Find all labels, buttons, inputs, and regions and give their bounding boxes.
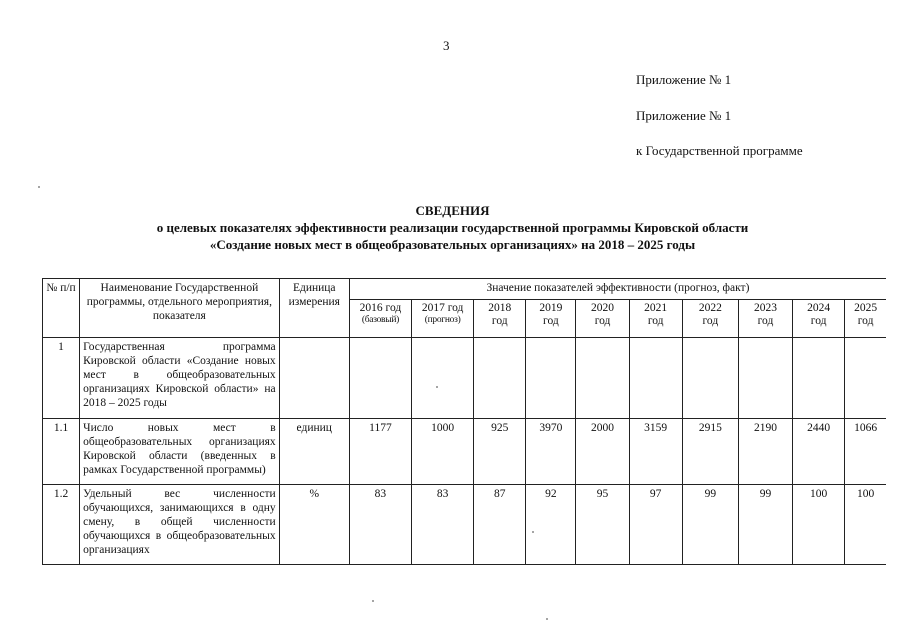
row-unit bbox=[279, 338, 349, 419]
appendix-line-3: к Государственной программе bbox=[636, 143, 803, 158]
value-cell: 100 bbox=[793, 485, 845, 565]
year-note: год bbox=[810, 315, 827, 328]
year-header bbox=[412, 300, 474, 338]
year-label: 2017 год bbox=[421, 302, 464, 314]
value-cell: 99 bbox=[682, 485, 738, 565]
year-label: 2019 bbox=[539, 302, 563, 314]
year-header bbox=[576, 300, 629, 338]
value-cell: 2000 bbox=[576, 419, 629, 485]
row-num: 1.2 bbox=[43, 485, 80, 565]
value-cell: 925 bbox=[474, 419, 526, 485]
value-cell: 2190 bbox=[738, 419, 792, 485]
value-cell bbox=[845, 338, 886, 419]
value-cell bbox=[682, 338, 738, 419]
year-header bbox=[349, 300, 411, 338]
year-note: год bbox=[543, 315, 559, 328]
value-cell: 83 bbox=[412, 485, 474, 565]
year-header bbox=[526, 300, 576, 338]
value-cell bbox=[349, 338, 411, 419]
year-header bbox=[474, 300, 526, 338]
header-values: Значение показателей эффективности (прогноз, факт) bbox=[349, 279, 886, 300]
year-header bbox=[845, 300, 886, 338]
year-header bbox=[682, 300, 738, 338]
value-cell bbox=[793, 338, 845, 419]
table-row bbox=[43, 419, 887, 485]
scan-speck bbox=[532, 531, 534, 533]
value-cell: 1177 bbox=[349, 419, 411, 485]
table-row bbox=[43, 485, 887, 565]
value-cell: 83 bbox=[349, 485, 411, 565]
value-cell bbox=[629, 338, 682, 419]
year-note: год bbox=[702, 315, 719, 328]
year-note: год bbox=[857, 315, 874, 328]
header-row-1 bbox=[43, 279, 887, 300]
year-label: 2023 bbox=[753, 302, 777, 314]
year-header bbox=[793, 300, 845, 338]
year-label: 2020 bbox=[591, 302, 615, 314]
row-name: Государственная программа Кировской области «Создание новых мест в общеобразовательных организациях Кировской области» на 2018 – 2025 годы bbox=[80, 338, 280, 419]
document-title: СВЕДЕНИЯ bbox=[415, 203, 490, 218]
year-label: 2018 bbox=[488, 302, 512, 314]
header-num: № п/п bbox=[43, 279, 80, 338]
appendix-line-1: Приложение № 1 bbox=[636, 72, 732, 87]
year-note: год bbox=[757, 315, 774, 328]
value-cell bbox=[738, 338, 792, 419]
value-cell: 2440 bbox=[793, 419, 845, 485]
value-cell: 3159 bbox=[629, 419, 682, 485]
value-cell: 92 bbox=[526, 485, 576, 565]
document-subtitle-line-2: «Создание новых мест в общеобразовательных организациях» на 2018 – 2025 годы bbox=[209, 237, 696, 252]
year-label: 2025 bbox=[854, 302, 878, 314]
appendix-line-2: Приложение № 1 bbox=[636, 108, 732, 123]
year-note: (базовый) bbox=[361, 315, 399, 326]
year-note: год bbox=[647, 315, 664, 328]
value-cell bbox=[526, 338, 576, 419]
year-label: 2022 bbox=[698, 302, 722, 314]
row-num: 1.1 bbox=[43, 419, 80, 485]
value-cell: 2915 bbox=[682, 419, 738, 485]
value-cell: 95 bbox=[576, 485, 629, 565]
scan-speck bbox=[372, 600, 374, 602]
year-label: 2021 bbox=[644, 302, 668, 314]
value-cell: 3970 bbox=[526, 419, 576, 485]
page-number: 3 bbox=[443, 38, 450, 53]
year-note: год bbox=[594, 315, 611, 328]
year-note: год bbox=[491, 315, 508, 328]
row-unit: % bbox=[279, 485, 349, 565]
value-cell bbox=[474, 338, 526, 419]
value-cell: 1000 bbox=[412, 419, 474, 485]
scan-speck bbox=[546, 618, 548, 620]
row-name: Удельный вес численности обучающихся, занимающихся в одну смену, в общей численности обучающихся в общеобразовательных организациях bbox=[80, 485, 280, 565]
year-label: 2016 год bbox=[359, 302, 402, 314]
document-subtitle-line-1: о целевых показателях эффективности реализации государственной программы Кировской области bbox=[156, 220, 749, 235]
scan-speck bbox=[436, 386, 438, 388]
value-cell: 100 bbox=[845, 485, 886, 565]
year-header bbox=[629, 300, 682, 338]
value-cell: 1066 bbox=[845, 419, 886, 485]
value-cell bbox=[576, 338, 629, 419]
row-name: Число новых мест в общеобразовательных организациях Кировской области (введенных в рамках Государственной программы) bbox=[80, 419, 280, 485]
value-cell: 87 bbox=[474, 485, 526, 565]
value-cell bbox=[412, 338, 474, 419]
value-cell: 99 bbox=[738, 485, 792, 565]
header-name: Наименование Государственной программы, отдельного мероприятия, показателя bbox=[80, 279, 280, 338]
row-num: 1 bbox=[43, 338, 80, 419]
value-cell: 97 bbox=[629, 485, 682, 565]
table-row bbox=[43, 338, 887, 419]
year-header bbox=[738, 300, 792, 338]
indicators-table bbox=[42, 278, 886, 565]
scan-speck bbox=[38, 186, 40, 188]
year-label: 2024 bbox=[807, 302, 831, 314]
header-unit: Единица измерения bbox=[279, 279, 349, 338]
year-note: (прогноз) bbox=[424, 315, 461, 326]
row-unit: единиц bbox=[279, 419, 349, 485]
